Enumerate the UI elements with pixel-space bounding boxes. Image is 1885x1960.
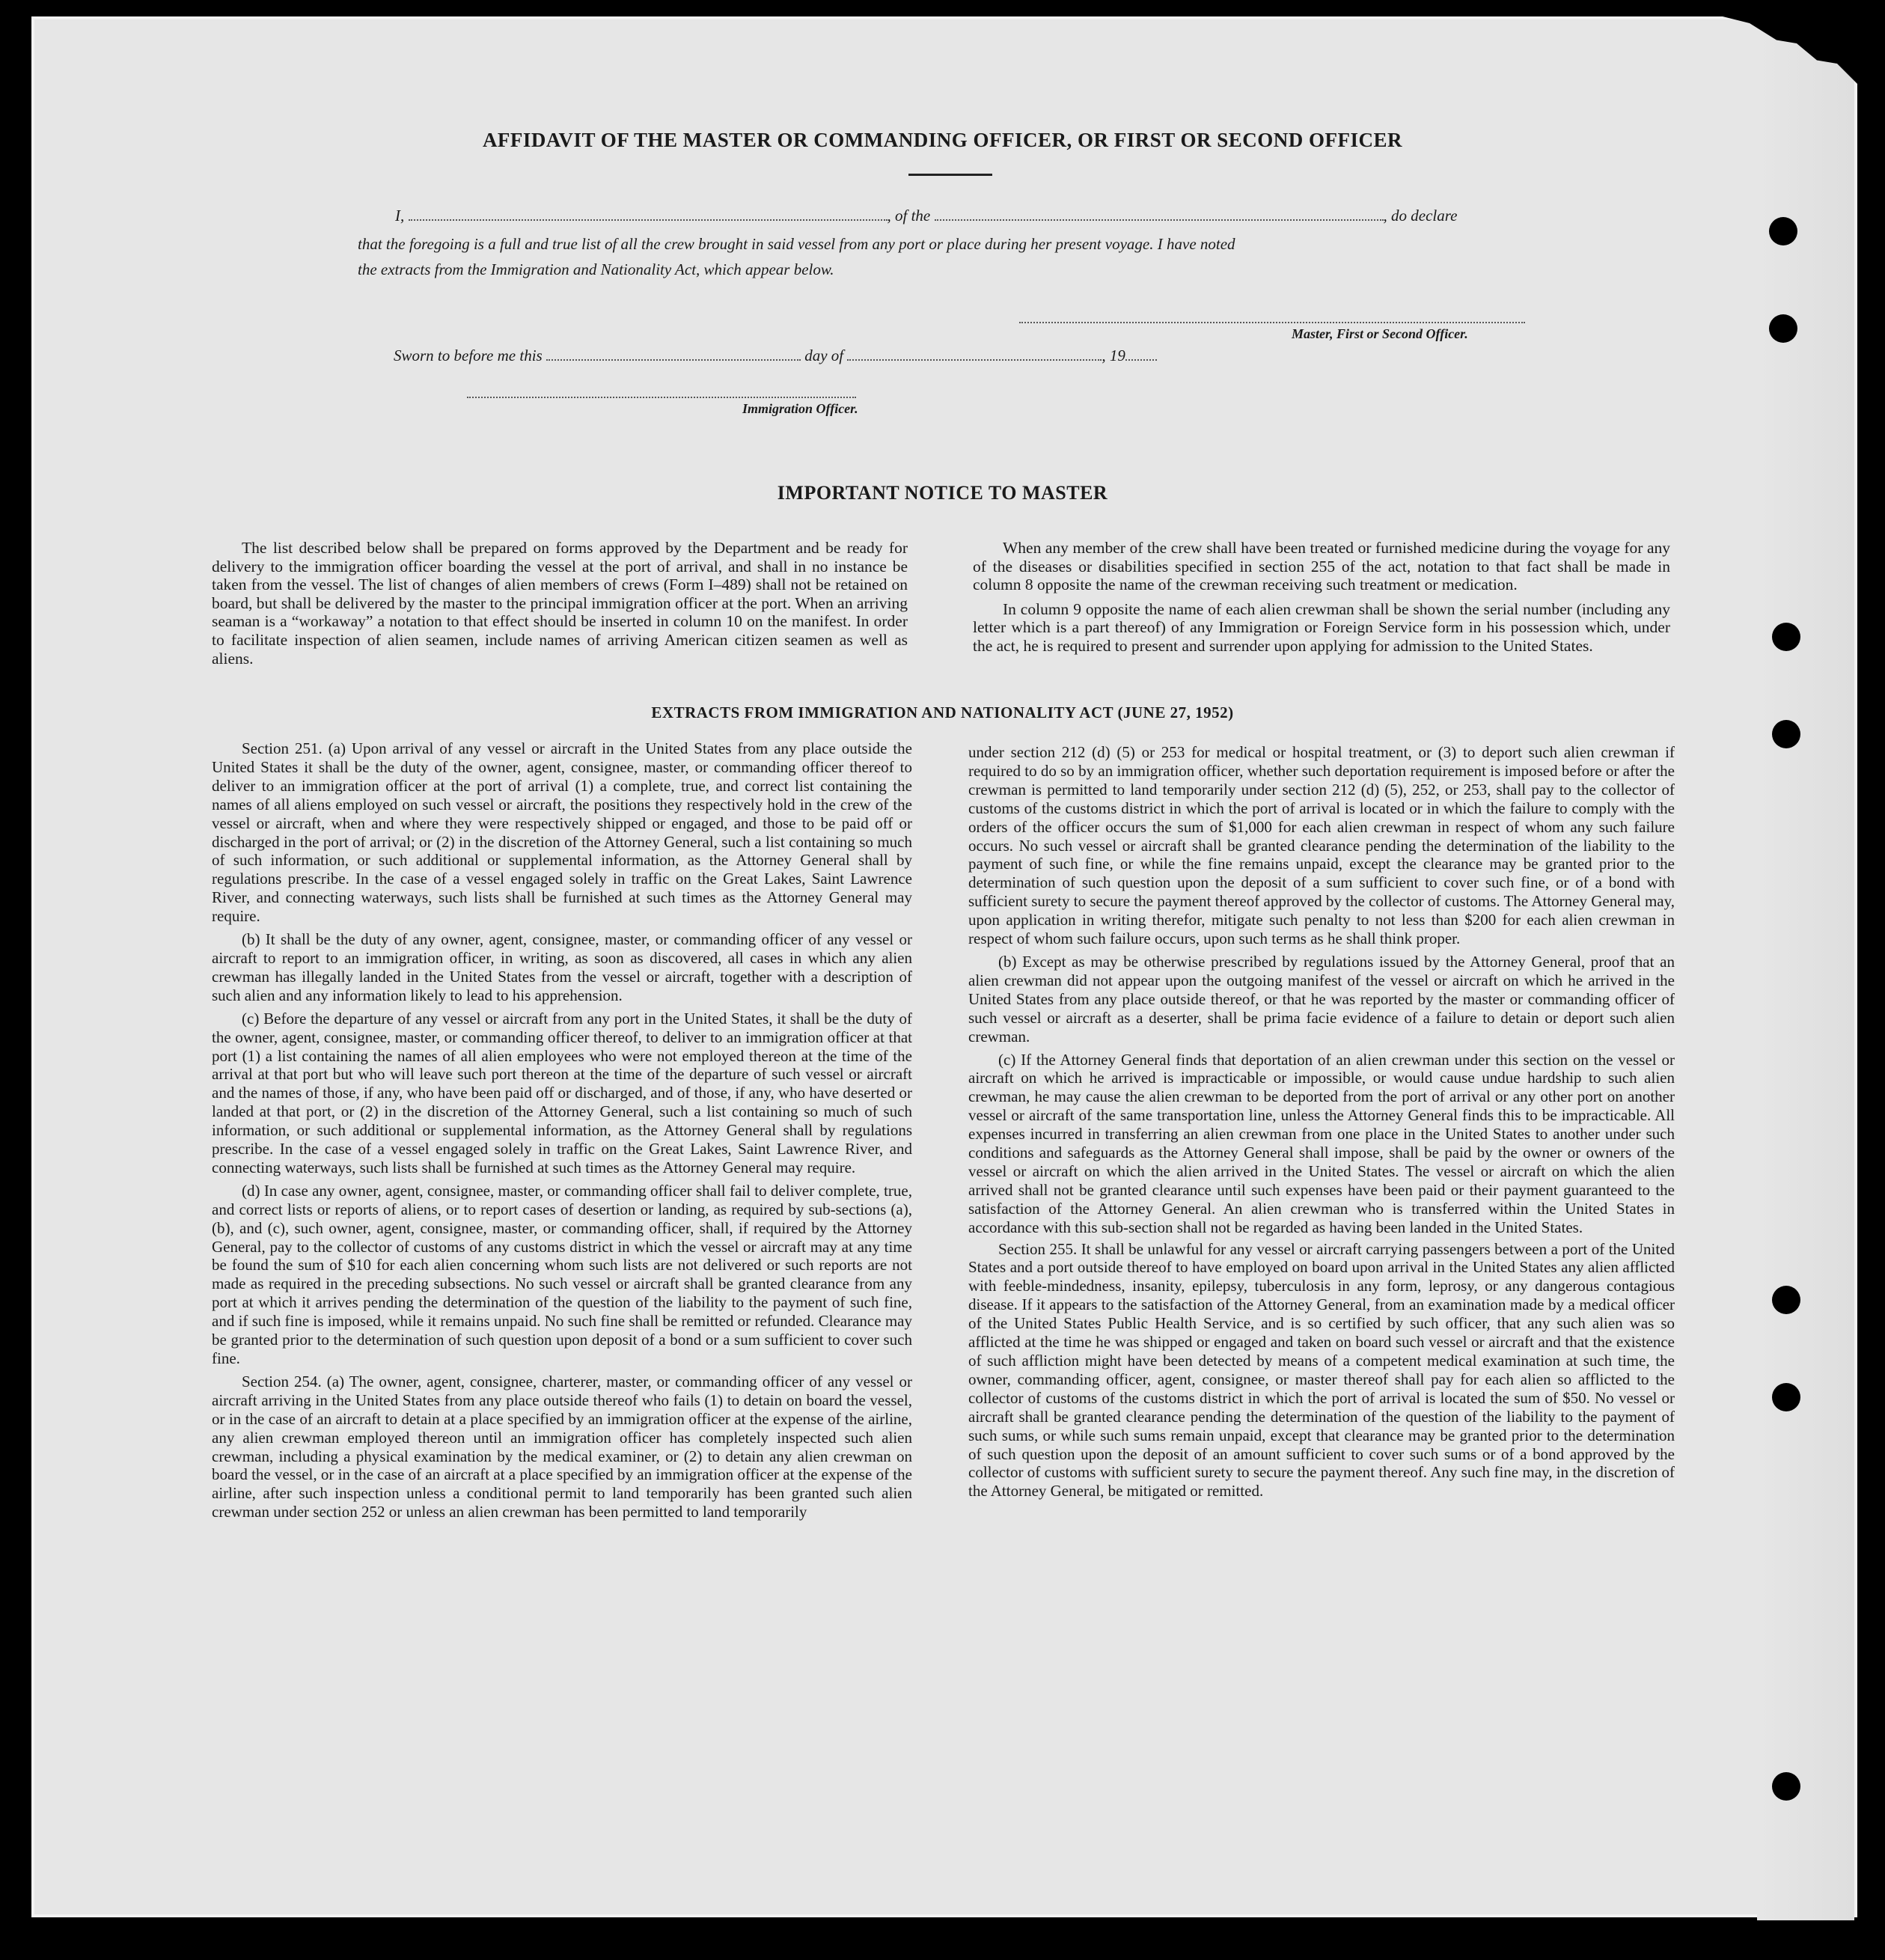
notice-left-paragraph: The list described below shall be prepared on forms approved by the Department and be ready for delivery to the immigration officer boarding the vessel at the port of arrival, and shall in no instance be taken from the vessel. The list of changes of alien members of crews (Form I–489) shall not be retained on board, but shall be delivered by the master to the principal immigration officer at the port. When an arriving seaman is a “workaway” a notation to that effect should be inserted in column 10 on the manifest. In order to facilitate inspection of alien seamen, include names of arriving American citizen seamen as well as aliens. — [212, 539, 908, 668]
binder-hole — [1772, 720, 1800, 748]
day-of-label: day of — [804, 346, 844, 364]
year-label: , 19 — [1102, 346, 1125, 364]
master-caption: Master, First or Second Officer. — [1292, 326, 1468, 341]
affidavit-title: AFFIDAVIT OF THE MASTER OR COMMANDING OFFICER, OR FIRST OR SECOND OFFICER — [482, 129, 1403, 151]
extract-paragraph: (b) Except as may be otherwise prescribed by regulations issued by the Attorney General, proof that an alien crewman did not appear upon the outgoing manifest of the vessel or aircraft on which he arrived in the United States from any place outside thereof, or that he was reported by the master or commanding officer of such vessel or aircraft as a deserter, shall be prima facie evidence of a failure to detain or deport such alien crewman. — [968, 952, 1675, 1045]
extract-paragraph: (c) If the Attorney General finds that deportation of an alien crewman under this section on the vessel or aircraft on which he arrived is impracticable or impossible, or would cause undue hardship to such alien crewman, he may cause the alien crewman to be deported from the port of arrival or any other port on another vessel or aircraft of the same transportation line, unless the Attorney General finds this to be impracticable. All expenses incurred in transferring an alien crewman from one place in the United States to another under such conditions and safeguards as the Attorney General shall impose, shall be paid by the owner or owners of the vessel or aircraft on which the alien arrived in the United States. The vessel or aircraft on which the alien arrived shall not be granted clearance until such expenses have been paid or their payment guaranteed to the satisfaction of the Attorney General. An alien crewman who is transferred within the United States in accordance with this sub-section shall not be regarded as having been landed in the United States. — [968, 1050, 1675, 1236]
extract-paragraph: Section 255. It shall be unlawful for any vessel or aircraft carrying passengers between a port of the United States and a port outside thereof to have employed on board upon arrival in the United States any alien afflicted with feeble-mindedness, insanity, epilepsy, tuberculosis in any form, leprosy, or any dangerous contagious disease. If it appears to the satisfaction of the Attorney General, from an examination made by a medical officer of the United States Public Health Service, and is so certified by such officer, that any such alien was so afflicted at the time he was shipped or engaged and taken on board such vessel or aircraft and that the existence of such affliction might have been detected by means of a competent medical examination at such time, the owner, commanding officer, agent, consignee, or master thereof shall pay for each alien so afflicted to the collector of customs of the customs district in which the port of arrival is located the sum of $50. No vessel or aircraft shall be granted clearance pending the determination of the question of the liability to the payment of such sums, or while such sums remain unpaid, except that clearance may be granted prior to the determination of such question upon the deposit of an amount sufficient to cover such sums or of a bond approved by the collector of customs with sufficient surety to secure the payment thereof. Any such fine may, in the discretion of the Attorney General, be mitigated or remitted. — [968, 1239, 1675, 1500]
of-the-label: , of the — [887, 207, 931, 225]
sworn-label: Sworn to before me this — [394, 346, 543, 364]
declarant-i: I, — [395, 207, 405, 225]
affidavit-line-1 — [395, 207, 1518, 225]
do-declare-label: , do declare — [1383, 207, 1458, 225]
extract-paragraph: Section 254. (a) The owner, agent, consignee, charterer, master, or commanding officer of any vessel or aircraft arriving in the United States from any place outside thereof who fails (1) to detain on board the vessel, or in the case of an aircraft to detain at a place specified by an immigration officer at the expense of the airline, any alien crewman employed thereon until an immigration officer has completely inspected such alien crewman, including a physical examination by the medical examiner, or (2) to detain any alien crewman on board the vessel, or in the case of an aircraft at a place specified by an immigration officer at the expense of the airline, after such inspection unless a conditional permit to land temporarily has been granted such alien crewman under section 252 or unless an alien crewman has been permitted to land temporarily — [212, 1372, 912, 1521]
extracts-title: EXTRACTS FROM IMMIGRATION AND NATIONALITY ACT (JUNE 27, 1952) — [651, 703, 1234, 721]
notice-right-paragraph: In column 9 opposite the name of each alien crewman shall be shown the serial number (including any letter which is a part thereof) of any Immigration or Foreign Service form in his possession which, under the act, he is required to present and surrender upon applying for admission to the United States. — [973, 599, 1670, 655]
binder-hole — [1772, 1772, 1800, 1801]
day-blank[interactable] — [546, 358, 801, 361]
extracts-left-column — [212, 739, 912, 1521]
extract-paragraph: (d) In case any owner, agent, consignee, master, or commanding officer shall fail to deliver complete, true, and correct lists or reports of aliens, or to report cases of desertion or landing, as required by sub-sections (a), (b), and (c), such owner, agent, consignee, master, or commanding officer, shall, if required by the Attorney General, pay to the collector of customs of any customs district in which the vessel or aircraft may at any time be found the sum of $10 for each alien concerning whom such lists are not delivered or such reports are not made as required in the preceding subsections. No such vessel or aircraft shall be granted clearance from any port at which it arrives pending the determination of the question of the liability to the payment of such fine, and if such fine is imposed, while it remains unpaid. No such fine shall be remitted or refunded. Clearance may be granted prior to the determination of such question upon deposit of a bond or a sum sufficient to cover such fine. — [212, 1181, 912, 1367]
notice-title: IMPORTANT NOTICE TO MASTER — [777, 482, 1108, 504]
binder-hole — [1772, 1383, 1800, 1411]
extract-paragraph: under section 212 (d) (5) or 253 for medical or hospital treatment, or (3) to deport such alien crewman if required to do so by an immigration officer, whether such deportation requirement is imposed before or after the crewman is permitted to land temporarily under section 212 (d) (5), 252, or 253, shall pay to the collector of customs of the customs district in which the port of arrival is located or in which the failure to comply with the orders of the officer occurs the sum of $1,000 for each alien crewman in respect of whom any such failure occurs. No such vessel or aircraft shall be granted clearance pending the determination of the liability to the payment of such fine, or while the fine remains unpaid, except the clearance may be granted prior to the determination of such question upon the deposit of a sum sufficient to cover such fine, or of a bond with sufficient surety to secure the payment thereof approved by the collector of customs. The Attorney General may, upon application in writing therefor, mitigate such penalty to not less than $200 for each alien crewman in respect of whom such failure occurs, upon such terms as he shall think proper. — [968, 743, 1675, 948]
notice-right-column — [973, 539, 1670, 656]
notice-left-column — [212, 539, 908, 668]
month-blank[interactable] — [847, 358, 1102, 361]
vessel-blank[interactable] — [935, 219, 1384, 221]
notice-right-paragraph: When any member of the crew shall have been treated or furnished medicine during the voyage for any of the diseases or disabilities specified in section 255 of the act, notation to that fact shall be made in column 8 opposite the name of the crewman receiving such treatment or medication. — [973, 539, 1670, 594]
year-blank[interactable] — [1125, 358, 1157, 361]
officer-caption: Immigration Officer. — [742, 401, 858, 416]
extracts-right-column — [968, 743, 1675, 1500]
sworn-line — [394, 346, 1157, 365]
title-rule — [908, 174, 992, 176]
affidavit-line-3: the extracts from the Immigration and Nationality Act, which appear below. — [358, 260, 834, 278]
binder-hole — [1769, 314, 1797, 343]
name-blank[interactable] — [409, 219, 887, 221]
binder-hole — [1772, 623, 1800, 651]
extract-paragraph: (b) It shall be the duty of any owner, agent, consignee, master, or commanding officer of any vessel or aircraft to report to an immigration officer, in writing, as soon as discovered, all cases in which any alien crewman has illegally landed in the United States from the vessel or aircraft, together with a description of such alien and any information likely to lead to his apprehension. — [212, 930, 912, 1004]
master-signature-line[interactable] — [1019, 322, 1525, 323]
extract-paragraph: (c) Before the departure of any vessel or aircraft from any port in the United States, it shall be the duty of the owner, agent, consignee, master, or commanding officer thereof, to deliver to an immigration officer at that port (1) a list containing the names of all alien employees who were not employed thereon at the time of the arrival at that port but who will leave such port thereon at the time of the departure of such vessel or aircraft and the names of those, if any, who have been paid off or discharged, and of those, if any, who have deserted or landed at that port, or (2) in the discretion of the Attorney General, such a list containing so much of such information, or such additional or supplemental information, as the Attorney General shall by regulations prescribe. In the case of a vessel engaged solely in traffic on the Great Lakes, Saint Lawrence River, and connecting waterways, such lists shall be furnished at such times as the Attorney General may require. — [212, 1009, 912, 1176]
extract-paragraph: Section 251. (a) Upon arrival of any vessel or aircraft in the United States from any place outside the United States it shall be the duty of the owner, agent, consignee, master, or commanding officer thereof to deliver to an immigration officer at the port of arrival (1) a complete, true, and correct list containing the names of all aliens employed on such vessel or aircraft, the positions they respectively hold in the crew of the vessel or aircraft, when and where they were respectively shipped or engaged, and those to be paid off or discharged in the port of arrival; or (2) in the discretion of the Attorney General, such a list containing so much of such information, or such additional or supplemental information, as the Attorney General shall by regulations prescribe. In the case of a vessel engaged solely in traffic on the Great Lakes, Saint Lawrence River, and connecting waterways, such lists shall be furnished at such times as the Attorney General may require. — [212, 739, 912, 926]
binder-hole — [1772, 1286, 1800, 1314]
binder-hole — [1769, 217, 1797, 245]
affidavit-line-2: that the foregoing is a full and true list of all the crew brought in said vessel from any port or place during her present voyage. I have noted — [358, 235, 1235, 253]
officer-signature-line[interactable] — [467, 397, 856, 398]
bleed-through-strip — [1757, 19, 1854, 1920]
